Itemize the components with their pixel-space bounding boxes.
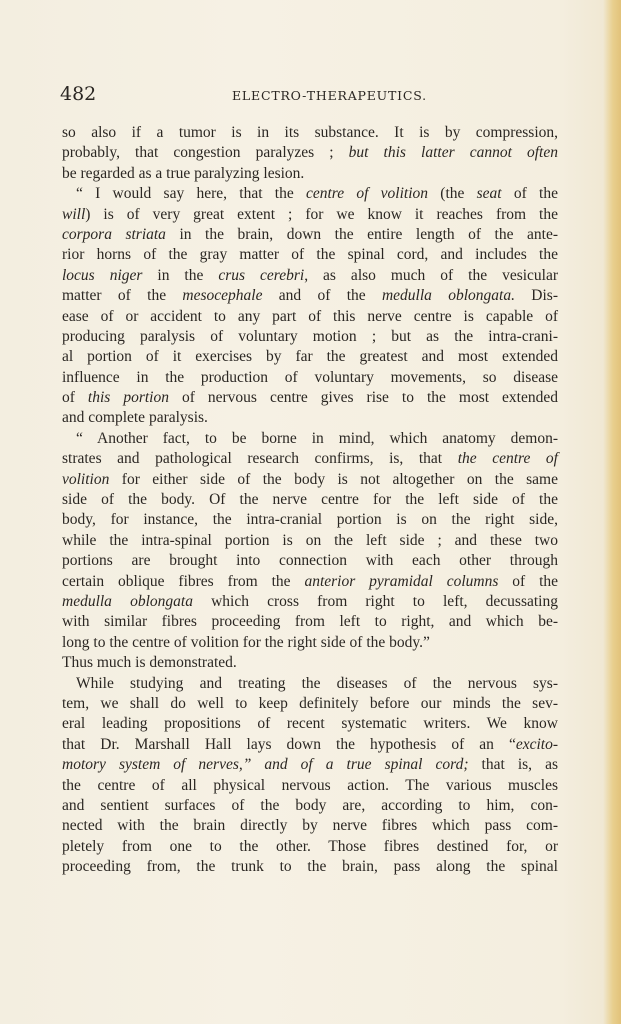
- page-header: [60, 83, 560, 107]
- text-line: [62, 837, 558, 857]
- text-line: [62, 347, 558, 367]
- italic-text: mesocephale: [182, 287, 263, 305]
- text-run: while the intra-spinal portion is on the left side ; and these two: [62, 531, 558, 549]
- italic-text: seat: [476, 185, 502, 203]
- text-line: [62, 123, 558, 143]
- text-run: and sentient surfaces of the body are, according to him, con-: [62, 796, 558, 814]
- text-line: [62, 327, 558, 347]
- text-line: [62, 449, 558, 469]
- italic-text: excito-: [515, 735, 558, 753]
- text-run: of: [62, 389, 88, 407]
- text-run: ease of or accident to any part of this nerve centre is capable of: [62, 307, 558, 325]
- italic-text: the centre of: [457, 450, 558, 468]
- text-run: strates and pathological research confirms, is, that: [62, 450, 458, 468]
- text-line: [62, 286, 558, 306]
- text-run: and complete paralysis.: [62, 409, 208, 427]
- text-run: of the: [501, 185, 558, 203]
- text-line: [62, 266, 558, 286]
- italic-text: anterior pyramidal columns: [304, 572, 499, 590]
- italic-text: medulla oblongata.: [381, 287, 515, 305]
- text-run: which cross from right to left, decussating: [192, 592, 558, 610]
- italic-text: crus cerebri: [218, 266, 305, 284]
- text-line: [62, 592, 558, 612]
- italic-text: but this latter cannot often: [348, 144, 558, 162]
- text-line: [62, 429, 558, 449]
- text-run: side of the body. Of the nerve centre for the left side of the: [62, 491, 558, 509]
- text-line: [62, 184, 558, 204]
- text-run: the centre of all physical nervous action. The various muscles: [62, 776, 558, 794]
- text-line: [62, 531, 558, 551]
- text-run: Thus much is demonstrated.: [62, 654, 237, 672]
- text-run: body, for instance, the intra-cranial portion is on the right side,: [62, 511, 558, 529]
- text-line: [62, 164, 558, 184]
- text-run: and of the: [262, 287, 382, 305]
- text-line: [62, 408, 558, 428]
- text-line: [62, 653, 558, 673]
- italic-text: medulla oblongata: [62, 592, 193, 610]
- text-run: that is, as: [468, 756, 558, 774]
- text-line: [62, 755, 558, 775]
- text-line: [62, 245, 558, 265]
- italic-text: this portion: [87, 389, 169, 407]
- text-line: [62, 307, 558, 327]
- text-line: [62, 368, 558, 388]
- italic-text: locus niger: [62, 266, 143, 284]
- page-edge: [603, 0, 621, 1024]
- text-run: be regarded as a true paralyzing lesion.: [62, 164, 305, 182]
- text-line: [62, 510, 558, 530]
- text-line: [62, 388, 558, 408]
- text-run: certain oblique fibres from the: [62, 572, 305, 590]
- text-line: [62, 225, 558, 245]
- text-run: influence in the production of voluntary movements, so disease: [62, 368, 558, 386]
- text-run: with similar fibres proceeding from left to right, and which be-: [62, 613, 558, 631]
- text-line: [62, 572, 558, 592]
- italic-text: volition: [62, 470, 110, 488]
- text-run: probably, that congestion paralyzes ;: [62, 144, 349, 162]
- body-text: [62, 123, 558, 877]
- text-run: matter of the: [62, 287, 183, 305]
- text-line: [62, 470, 558, 490]
- text-line: [62, 633, 558, 653]
- text-run: Dis-: [514, 287, 558, 305]
- text-run: in the brain, down the entire length of the ante-: [165, 225, 558, 243]
- italic-text: corpora striata: [62, 225, 166, 243]
- text-run: so also if a tumor is in its substance. It is by compression,: [62, 124, 558, 141]
- text-line: [62, 776, 558, 796]
- text-run: pletely from one to the other. Those fibres destined for, or: [62, 837, 558, 855]
- text-run: of nervous centre gives rise to the most extended: [168, 389, 558, 407]
- text-run: al portion of it exercises by far the greatest and most extended: [62, 348, 558, 366]
- text-run: portions are brought into connection with each other through: [62, 552, 558, 570]
- italic-text: centre of volition: [305, 185, 429, 203]
- text-run: proceeding from, the trunk to the brain, pass along the spinal: [62, 858, 558, 876]
- text-line: [62, 694, 558, 714]
- text-run: nected with the brain directly by nerve fibres which pass com-: [62, 817, 558, 835]
- text-run: for either side of the body is not altogether on the same: [109, 470, 558, 488]
- text-line: [62, 796, 558, 816]
- text-run: “ Another fact, to be borne in mind, which anatomy demon-: [76, 429, 558, 447]
- page-number: 482: [60, 83, 97, 105]
- text-run: “ I would say here, that the: [76, 185, 306, 203]
- text-line: [62, 735, 558, 755]
- text-line: [62, 612, 558, 632]
- text-line: [62, 674, 558, 694]
- italic-text: will: [62, 205, 86, 223]
- text-run: eral leading propositions of recent systematic writers. We know: [62, 715, 558, 733]
- text-run: tem, we shall do well to keep definitely before our minds the sev-: [62, 694, 558, 712]
- text-run: ) is of very great extent ; for we know it reaches from the: [85, 205, 558, 223]
- text-run: of the: [498, 572, 559, 590]
- text-run: long to the centre of volition for the right side of the body.”: [62, 633, 430, 651]
- italic-text: motory system of nerves,” and of a true spinal cord;: [62, 756, 469, 774]
- text-line: [62, 857, 558, 877]
- text-line: [62, 816, 558, 836]
- text-line: [62, 143, 558, 163]
- text-run: While studying and treating the diseases of the nervous sys-: [76, 674, 558, 692]
- text-run: rior horns of the gray matter of the spinal cord, and includes the: [62, 246, 558, 264]
- text-line: [62, 551, 558, 571]
- text-run: (the: [428, 185, 477, 203]
- text-line: [62, 490, 558, 510]
- text-line: [62, 205, 558, 225]
- running-head: ELECTRO-THERAPEUTICS.: [232, 88, 427, 103]
- text-run: in the: [142, 266, 219, 284]
- text-run: producing paralysis of voluntary motion ; but as the intra-crani-: [62, 327, 558, 345]
- text-line: [62, 714, 558, 734]
- text-run: that Dr. Marshall Hall lays down the hypothesis of an “: [62, 735, 516, 753]
- text-run: , as also much of the vesicular: [304, 266, 559, 284]
